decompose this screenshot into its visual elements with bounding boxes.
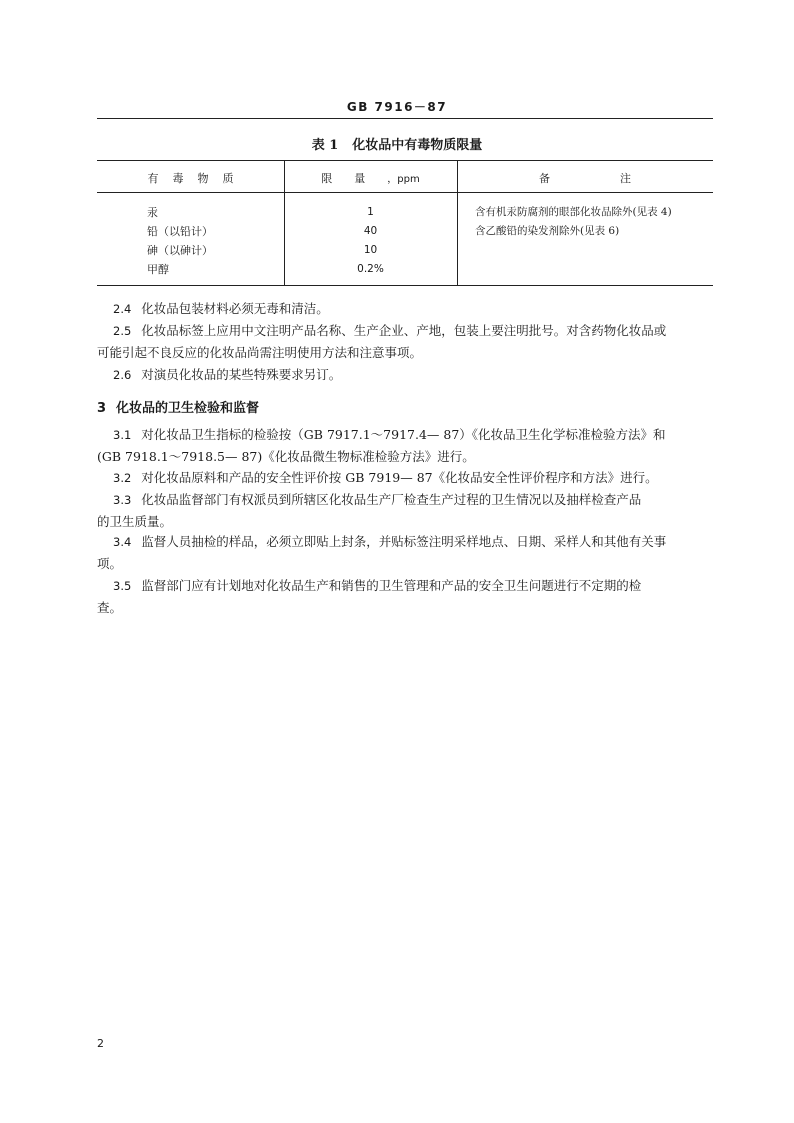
header-rule — [97, 118, 713, 119]
table-cell-substance: 砷（以砷计） — [147, 244, 213, 257]
table-caption — [0, 134, 794, 153]
standard-code: GB 7916－87 — [346, 100, 448, 114]
section-number: 3 — [97, 401, 107, 416]
clause-2-5 — [97, 320, 713, 364]
clause-3-3 — [97, 489, 713, 533]
clause-line — [97, 531, 713, 553]
clause-number: 2.6 — [113, 368, 132, 382]
table-header-limit-label: 限量 — [321, 172, 388, 185]
table-cell-limit: 40 — [363, 225, 378, 237]
toxic-substance-table — [97, 160, 713, 286]
table-top-rule — [97, 160, 713, 161]
clause-number: 3.5 — [113, 579, 132, 593]
clause-2-4 — [97, 298, 713, 320]
clause-text: 对演员化妆品的某些特殊要求另订。 — [141, 367, 342, 382]
table-cell-limit: 0.2% — [357, 263, 384, 275]
table-caption-number: 表 1 — [311, 138, 339, 153]
table-header-substance: 有毒物质 — [147, 172, 248, 185]
table-cell-remark: 含有机汞防腐剂的眼部化妆品除外(见表 4) — [475, 206, 672, 218]
table-cell-substance: 甲醇 — [147, 263, 169, 276]
clause-number: 3.2 — [113, 471, 132, 485]
table-cell-substance: 汞 — [147, 206, 158, 219]
clause-number: 2.5 — [113, 324, 132, 338]
page-number: 2 — [97, 1037, 104, 1050]
clause-text: 监督人员抽检的样品，必须立即贴上封条，并贴标签注明采样地点、日期、采样人和其他有关事 — [141, 534, 667, 549]
clause-text: 对化妆品卫生指标的检验按（GB 7917.1～7917.4— 87）《化妆品卫生化学标准检验方法》和 — [141, 427, 666, 442]
table-cell-limit: 1 — [367, 206, 374, 218]
clause-line — [97, 575, 713, 597]
clause-line: 的卫生质量。 — [97, 514, 173, 529]
clause-3-2 — [97, 467, 713, 489]
clause-3-5 — [97, 575, 713, 619]
clause-line — [97, 320, 713, 342]
section-title: 化妆品的卫生检验和监督 — [116, 401, 260, 416]
clause-text: 对化妆品原料和产品的安全性评价按 GB 7919— 87《化妆品安全性评价程序和方法》进行。 — [141, 470, 658, 485]
clause-number: 3.1 — [113, 428, 132, 442]
table-header-limit — [284, 170, 457, 186]
table-cell-substance: 铅（以铅计） — [147, 225, 213, 238]
clause-3-4 — [97, 531, 713, 575]
table-cell-remark: 含乙酸铅的染发剂除外(见表 6) — [475, 225, 620, 237]
clause-3-1 — [97, 424, 713, 468]
clause-number: 3.3 — [113, 493, 132, 507]
clause-text: 化妆品标签上应用中文注明产品名称、生产企业、产地，包装上要注明批号。对含药物化妆品或 — [141, 323, 667, 338]
clause-2-6 — [97, 364, 713, 386]
section-3-heading — [97, 397, 259, 416]
clause-text: 监督部门应有计划地对化妆品生产和销售的卫生管理和产品的安全卫生问题进行不定期的检 — [141, 578, 642, 593]
clause-line: 项。 — [97, 556, 123, 571]
clause-line — [97, 489, 713, 511]
clause-line: (GB 7918.1～7918.5— 87)《化妆品微生物标准检验方法》进行。 — [97, 449, 475, 464]
clause-line: 可能引起不良反应的化妆品尚需注明使用方法和注意事项。 — [97, 345, 423, 360]
table-bottom-rule — [97, 285, 713, 286]
clause-text: 化妆品监督部门有权派员到所辖区化妆品生产厂检查生产过程的卫生情况以及抽样检查产品 — [141, 492, 642, 507]
table-cell-limit: 10 — [363, 244, 378, 256]
clause-text: 化妆品包装材料必须无毒和清洁。 — [141, 301, 329, 316]
table-header-rule — [97, 192, 713, 193]
table-header-remark: 备注 — [539, 172, 701, 185]
clause-number: 2.4 — [113, 302, 132, 316]
table-header-limit-unit: ，ppm — [387, 174, 420, 185]
table-caption-title: 化妆品中有毒物质限量 — [352, 138, 483, 153]
clause-number: 3.4 — [113, 535, 132, 549]
clause-line: 查。 — [97, 600, 123, 615]
clause-line — [97, 424, 713, 446]
